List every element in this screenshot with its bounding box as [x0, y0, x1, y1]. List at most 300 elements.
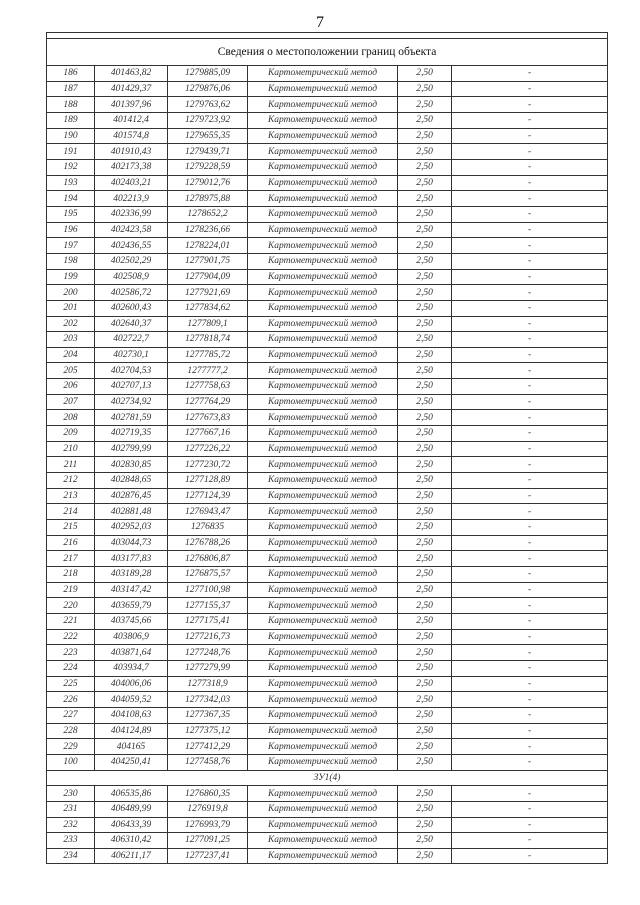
table-row	[47, 520, 608, 536]
accuracy-cell: 2,50	[398, 206, 452, 222]
table-row	[47, 332, 608, 348]
coordinate-y: 1279885,09	[168, 66, 248, 82]
coordinate-y: 1277458,76	[168, 754, 248, 770]
coordinate-x: 401429,37	[95, 81, 168, 97]
point-number: 215	[47, 520, 95, 536]
coordinate-y: 1277764,29	[168, 394, 248, 410]
coordinate-y: 1276835	[168, 520, 248, 536]
accuracy-cell: 2,50	[398, 175, 452, 191]
coordinate-x: 404124,89	[95, 723, 168, 739]
accuracy-cell: 2,50	[398, 707, 452, 723]
description-cell: -	[452, 81, 608, 97]
coordinate-x: 402881,48	[95, 504, 168, 520]
coordinate-y: 1277904,09	[168, 269, 248, 285]
coordinate-y: 1279012,76	[168, 175, 248, 191]
description-cell: -	[452, 551, 608, 567]
description-cell: -	[452, 410, 608, 426]
coordinate-y: 1276860,35	[168, 786, 248, 802]
coordinate-x: 402600,43	[95, 300, 168, 316]
description-cell: -	[452, 269, 608, 285]
method-cell: Картометрический метод	[248, 739, 398, 755]
coordinate-y: 1277091,25	[168, 833, 248, 849]
method-cell: Картометрический метод	[248, 269, 398, 285]
point-number: 230	[47, 786, 95, 802]
method-cell: Картометрический метод	[248, 285, 398, 301]
method-cell: Картометрический метод	[248, 645, 398, 661]
table-row	[47, 426, 608, 442]
point-number: 100	[47, 754, 95, 770]
method-cell: Картометрический метод	[248, 598, 398, 614]
accuracy-cell: 2,50	[398, 692, 452, 708]
coordinate-x: 403934,7	[95, 660, 168, 676]
description-cell: -	[452, 175, 608, 191]
method-cell: Картометрический метод	[248, 582, 398, 598]
coordinate-y: 1277230,72	[168, 457, 248, 473]
accuracy-cell: 2,50	[398, 488, 452, 504]
coordinate-y: 1276788,26	[168, 535, 248, 551]
method-cell: Картометрический метод	[248, 66, 398, 82]
accuracy-cell: 2,50	[398, 441, 452, 457]
table-row	[47, 551, 608, 567]
point-number: 233	[47, 833, 95, 849]
point-number: 208	[47, 410, 95, 426]
description-cell: -	[452, 582, 608, 598]
method-cell: Картометрический метод	[248, 347, 398, 363]
table-row	[47, 676, 608, 692]
method-cell: Картометрический метод	[248, 128, 398, 144]
accuracy-cell: 2,50	[398, 191, 452, 207]
point-number: 226	[47, 692, 95, 708]
coordinate-x: 402876,45	[95, 488, 168, 504]
table-row	[47, 253, 608, 269]
description-cell: -	[452, 191, 608, 207]
coordinate-x: 401397,96	[95, 97, 168, 113]
point-number: 191	[47, 144, 95, 160]
accuracy-cell: 2,50	[398, 457, 452, 473]
description-cell: -	[452, 144, 608, 160]
description-cell: -	[452, 347, 608, 363]
coordinate-x: 401463,82	[95, 66, 168, 82]
table-row	[47, 144, 608, 160]
accuracy-cell: 2,50	[398, 817, 452, 833]
description-cell: -	[452, 645, 608, 661]
point-number: 202	[47, 316, 95, 332]
method-cell: Картометрический метод	[248, 300, 398, 316]
table-row	[47, 660, 608, 676]
point-number: 221	[47, 613, 95, 629]
point-number: 205	[47, 363, 95, 379]
coordinate-x: 402722,7	[95, 332, 168, 348]
point-number: 197	[47, 238, 95, 254]
coordinate-y: 1277921,69	[168, 285, 248, 301]
accuracy-cell: 2,50	[398, 535, 452, 551]
table-row	[47, 504, 608, 520]
description-cell: -	[452, 332, 608, 348]
method-cell: Картометрический метод	[248, 144, 398, 160]
coordinate-y: 1276993,79	[168, 817, 248, 833]
method-cell: Картометрический метод	[248, 253, 398, 269]
coordinate-x: 406310,42	[95, 833, 168, 849]
method-cell: Картометрический метод	[248, 520, 398, 536]
coordinate-x: 402704,53	[95, 363, 168, 379]
table-row	[47, 786, 608, 802]
point-number: 189	[47, 112, 95, 128]
coordinate-x: 406433,39	[95, 817, 168, 833]
point-number: 188	[47, 97, 95, 113]
method-cell: Картометрический метод	[248, 488, 398, 504]
table-row	[47, 473, 608, 489]
coordinate-x: 402336,99	[95, 206, 168, 222]
accuracy-cell: 2,50	[398, 253, 452, 269]
accuracy-cell: 2,50	[398, 629, 452, 645]
point-number: 190	[47, 128, 95, 144]
coordinate-x: 402799,99	[95, 441, 168, 457]
coordinate-x: 402436,55	[95, 238, 168, 254]
description-cell: -	[452, 754, 608, 770]
table-row	[47, 159, 608, 175]
coordinate-x: 406535,86	[95, 786, 168, 802]
point-number: 224	[47, 660, 95, 676]
boundary-table-container	[46, 32, 607, 864]
coordinate-x: 403189,28	[95, 567, 168, 583]
coordinate-y: 1277226,22	[168, 441, 248, 457]
method-cell: Картометрический метод	[248, 441, 398, 457]
accuracy-cell: 2,50	[398, 723, 452, 739]
description-cell: -	[452, 598, 608, 614]
table-row	[47, 175, 608, 191]
accuracy-cell: 2,50	[398, 410, 452, 426]
accuracy-cell: 2,50	[398, 347, 452, 363]
accuracy-cell: 2,50	[398, 112, 452, 128]
coordinate-x: 401910,43	[95, 144, 168, 160]
coordinate-y: 1276943,47	[168, 504, 248, 520]
method-cell: Картометрический метод	[248, 97, 398, 113]
point-number: 207	[47, 394, 95, 410]
point-number: 198	[47, 253, 95, 269]
accuracy-cell: 2,50	[398, 645, 452, 661]
table-row	[47, 394, 608, 410]
accuracy-cell: 2,50	[398, 97, 452, 113]
table-row	[47, 206, 608, 222]
coordinate-y: 1277809,1	[168, 316, 248, 332]
method-cell: Картометрический метод	[248, 504, 398, 520]
coordinate-y: 1279439,71	[168, 144, 248, 160]
description-cell: -	[452, 817, 608, 833]
table-row	[47, 316, 608, 332]
method-cell: Картометрический метод	[248, 410, 398, 426]
description-cell: -	[452, 441, 608, 457]
point-number: 212	[47, 473, 95, 489]
accuracy-cell: 2,50	[398, 159, 452, 175]
coordinate-x: 404006,06	[95, 676, 168, 692]
table-row	[47, 269, 608, 285]
coordinate-y: 1277237,41	[168, 848, 248, 864]
coordinate-y: 1277777,2	[168, 363, 248, 379]
accuracy-cell: 2,50	[398, 316, 452, 332]
table-row	[47, 112, 608, 128]
method-cell: Картометрический метод	[248, 175, 398, 191]
method-cell: Картометрический метод	[248, 613, 398, 629]
description-cell: -	[452, 833, 608, 849]
coordinate-x: 402213,9	[95, 191, 168, 207]
accuracy-cell: 2,50	[398, 300, 452, 316]
coordinate-x: 403177,83	[95, 551, 168, 567]
description-cell: -	[452, 222, 608, 238]
coordinate-x: 403659,79	[95, 598, 168, 614]
coordinate-y: 1277124,39	[168, 488, 248, 504]
table-row	[47, 457, 608, 473]
coordinate-y: 1277834,62	[168, 300, 248, 316]
accuracy-cell: 2,50	[398, 222, 452, 238]
coordinate-y: 1277279,99	[168, 660, 248, 676]
coordinate-y: 1276806,87	[168, 551, 248, 567]
table-row	[47, 128, 608, 144]
accuracy-cell: 2,50	[398, 754, 452, 770]
accuracy-cell: 2,50	[398, 285, 452, 301]
coordinate-y: 1277248,76	[168, 645, 248, 661]
point-number: 213	[47, 488, 95, 504]
table-row	[47, 191, 608, 207]
accuracy-cell: 2,50	[398, 582, 452, 598]
description-cell: -	[452, 848, 608, 864]
method-cell: Картометрический метод	[248, 723, 398, 739]
accuracy-cell: 2,50	[398, 332, 452, 348]
table-row	[47, 692, 608, 708]
table-row	[47, 645, 608, 661]
description-cell: -	[452, 97, 608, 113]
point-number: 231	[47, 801, 95, 817]
coordinate-x: 406211,17	[95, 848, 168, 864]
table-row	[47, 582, 608, 598]
point-number: 193	[47, 175, 95, 191]
description-cell: -	[452, 128, 608, 144]
method-cell: Картометрический метод	[248, 833, 398, 849]
coordinate-y: 1277667,16	[168, 426, 248, 442]
point-number: 229	[47, 739, 95, 755]
coordinate-y: 1278652,2	[168, 206, 248, 222]
accuracy-cell: 2,50	[398, 504, 452, 520]
method-cell: Картометрический метод	[248, 473, 398, 489]
description-cell: -	[452, 739, 608, 755]
coordinate-x: 402423,58	[95, 222, 168, 238]
coordinate-x: 404059,52	[95, 692, 168, 708]
accuracy-cell: 2,50	[398, 598, 452, 614]
point-number: 204	[47, 347, 95, 363]
table-row	[47, 285, 608, 301]
method-cell: Картометрический метод	[248, 426, 398, 442]
table-row	[47, 754, 608, 770]
accuracy-cell: 2,50	[398, 81, 452, 97]
coordinate-x: 402403,21	[95, 175, 168, 191]
coordinate-x: 403806,9	[95, 629, 168, 645]
description-cell: -	[452, 253, 608, 269]
point-number: 201	[47, 300, 95, 316]
method-cell: Картометрический метод	[248, 754, 398, 770]
table-row	[47, 488, 608, 504]
table-row	[47, 238, 608, 254]
description-cell: -	[452, 535, 608, 551]
coordinate-y: 1277412,29	[168, 739, 248, 755]
coordinate-y: 1277155,37	[168, 598, 248, 614]
table-row	[47, 598, 608, 614]
table-row	[47, 629, 608, 645]
description-cell: -	[452, 300, 608, 316]
table-row	[47, 723, 608, 739]
coordinate-y: 1279228,59	[168, 159, 248, 175]
table-title: Сведения о местоположении границ объекта	[47, 39, 608, 66]
point-number: 234	[47, 848, 95, 864]
coordinate-y: 1277785,72	[168, 347, 248, 363]
point-number: 186	[47, 66, 95, 82]
method-cell: Картометрический метод	[248, 801, 398, 817]
point-number: 211	[47, 457, 95, 473]
accuracy-cell: 2,50	[398, 786, 452, 802]
description-cell: -	[452, 159, 608, 175]
point-number: 203	[47, 332, 95, 348]
table-row	[47, 363, 608, 379]
coordinate-y: 1277216,73	[168, 629, 248, 645]
description-cell: -	[452, 692, 608, 708]
coordinate-y: 1277673,83	[168, 410, 248, 426]
point-number: 225	[47, 676, 95, 692]
accuracy-cell: 2,50	[398, 66, 452, 82]
coordinate-y: 1277342,03	[168, 692, 248, 708]
description-cell: -	[452, 629, 608, 645]
description-cell: -	[452, 112, 608, 128]
description-cell: -	[452, 520, 608, 536]
table-title-row	[47, 39, 608, 66]
table-row	[47, 81, 608, 97]
method-cell: Картометрический метод	[248, 238, 398, 254]
accuracy-cell: 2,50	[398, 426, 452, 442]
point-number: 218	[47, 567, 95, 583]
accuracy-cell: 2,50	[398, 238, 452, 254]
description-cell: -	[452, 457, 608, 473]
accuracy-cell: 2,50	[398, 848, 452, 864]
coordinate-x: 402848,65	[95, 473, 168, 489]
point-number: 220	[47, 598, 95, 614]
coordinate-x: 403871,64	[95, 645, 168, 661]
point-number: 194	[47, 191, 95, 207]
method-cell: Картометрический метод	[248, 629, 398, 645]
method-cell: Картометрический метод	[248, 692, 398, 708]
method-cell: Картометрический метод	[248, 394, 398, 410]
method-cell: Картометрический метод	[248, 660, 398, 676]
description-cell: -	[452, 723, 608, 739]
point-number: 210	[47, 441, 95, 457]
description-cell: -	[452, 379, 608, 395]
point-number: 223	[47, 645, 95, 661]
table-row	[47, 222, 608, 238]
coordinate-x: 401574,8	[95, 128, 168, 144]
coordinate-x: 402730,1	[95, 347, 168, 363]
coordinate-x: 402734,92	[95, 394, 168, 410]
coordinate-x: 402707,13	[95, 379, 168, 395]
point-number: 200	[47, 285, 95, 301]
description-cell: -	[452, 285, 608, 301]
table-row	[47, 848, 608, 864]
coordinate-x: 404250,41	[95, 754, 168, 770]
method-cell: Картометрический метод	[248, 191, 398, 207]
table-row	[47, 833, 608, 849]
table-row	[47, 535, 608, 551]
point-number: 196	[47, 222, 95, 238]
point-number: 228	[47, 723, 95, 739]
coordinate-x: 404108,63	[95, 707, 168, 723]
description-cell: -	[452, 238, 608, 254]
table-row	[47, 707, 608, 723]
coordinate-x: 402830,85	[95, 457, 168, 473]
coordinate-x: 404165	[95, 739, 168, 755]
method-cell: Картометрический метод	[248, 707, 398, 723]
point-number: 199	[47, 269, 95, 285]
description-cell: -	[452, 613, 608, 629]
table-row	[47, 97, 608, 113]
coordinate-x: 403147,42	[95, 582, 168, 598]
method-cell: Картометрический метод	[248, 535, 398, 551]
coordinate-y: 1277901,75	[168, 253, 248, 269]
point-number: 232	[47, 817, 95, 833]
table-row	[47, 66, 608, 82]
coordinate-y: 1276875,57	[168, 567, 248, 583]
method-cell: Картометрический метод	[248, 316, 398, 332]
method-cell: Картометрический метод	[248, 551, 398, 567]
coordinate-y: 1279655,35	[168, 128, 248, 144]
description-cell: -	[452, 316, 608, 332]
table-row	[47, 441, 608, 457]
accuracy-cell: 2,50	[398, 269, 452, 285]
point-number: 219	[47, 582, 95, 598]
point-number: 217	[47, 551, 95, 567]
description-cell: -	[452, 786, 608, 802]
coordinate-y: 1277175,41	[168, 613, 248, 629]
coordinate-y: 1277818,74	[168, 332, 248, 348]
accuracy-cell: 2,50	[398, 613, 452, 629]
accuracy-cell: 2,50	[398, 676, 452, 692]
description-cell: -	[452, 707, 608, 723]
point-number: 206	[47, 379, 95, 395]
description-cell: -	[452, 801, 608, 817]
coordinate-y: 1277367,35	[168, 707, 248, 723]
method-cell: Картометрический метод	[248, 567, 398, 583]
coordinate-y: 1277100,98	[168, 582, 248, 598]
description-cell: -	[452, 426, 608, 442]
table-row	[47, 300, 608, 316]
method-cell: Картометрический метод	[248, 332, 398, 348]
table-row	[47, 410, 608, 426]
coordinate-x: 402502,29	[95, 253, 168, 269]
accuracy-cell: 2,50	[398, 551, 452, 567]
description-cell: -	[452, 66, 608, 82]
accuracy-cell: 2,50	[398, 739, 452, 755]
coordinate-x: 402640,37	[95, 316, 168, 332]
accuracy-cell: 2,50	[398, 660, 452, 676]
accuracy-cell: 2,50	[398, 128, 452, 144]
method-cell: Картометрический метод	[248, 81, 398, 97]
table-row	[47, 347, 608, 363]
coordinate-x: 403044,73	[95, 535, 168, 551]
method-cell: Картометрический метод	[248, 817, 398, 833]
method-cell: Картометрический метод	[248, 206, 398, 222]
description-cell: -	[452, 206, 608, 222]
description-cell: -	[452, 504, 608, 520]
page-number: 7	[316, 14, 324, 31]
accuracy-cell: 2,50	[398, 379, 452, 395]
point-number: 222	[47, 629, 95, 645]
boundary-table	[46, 32, 608, 864]
method-cell: Картометрический метод	[248, 379, 398, 395]
coordinate-y: 1278224,01	[168, 238, 248, 254]
